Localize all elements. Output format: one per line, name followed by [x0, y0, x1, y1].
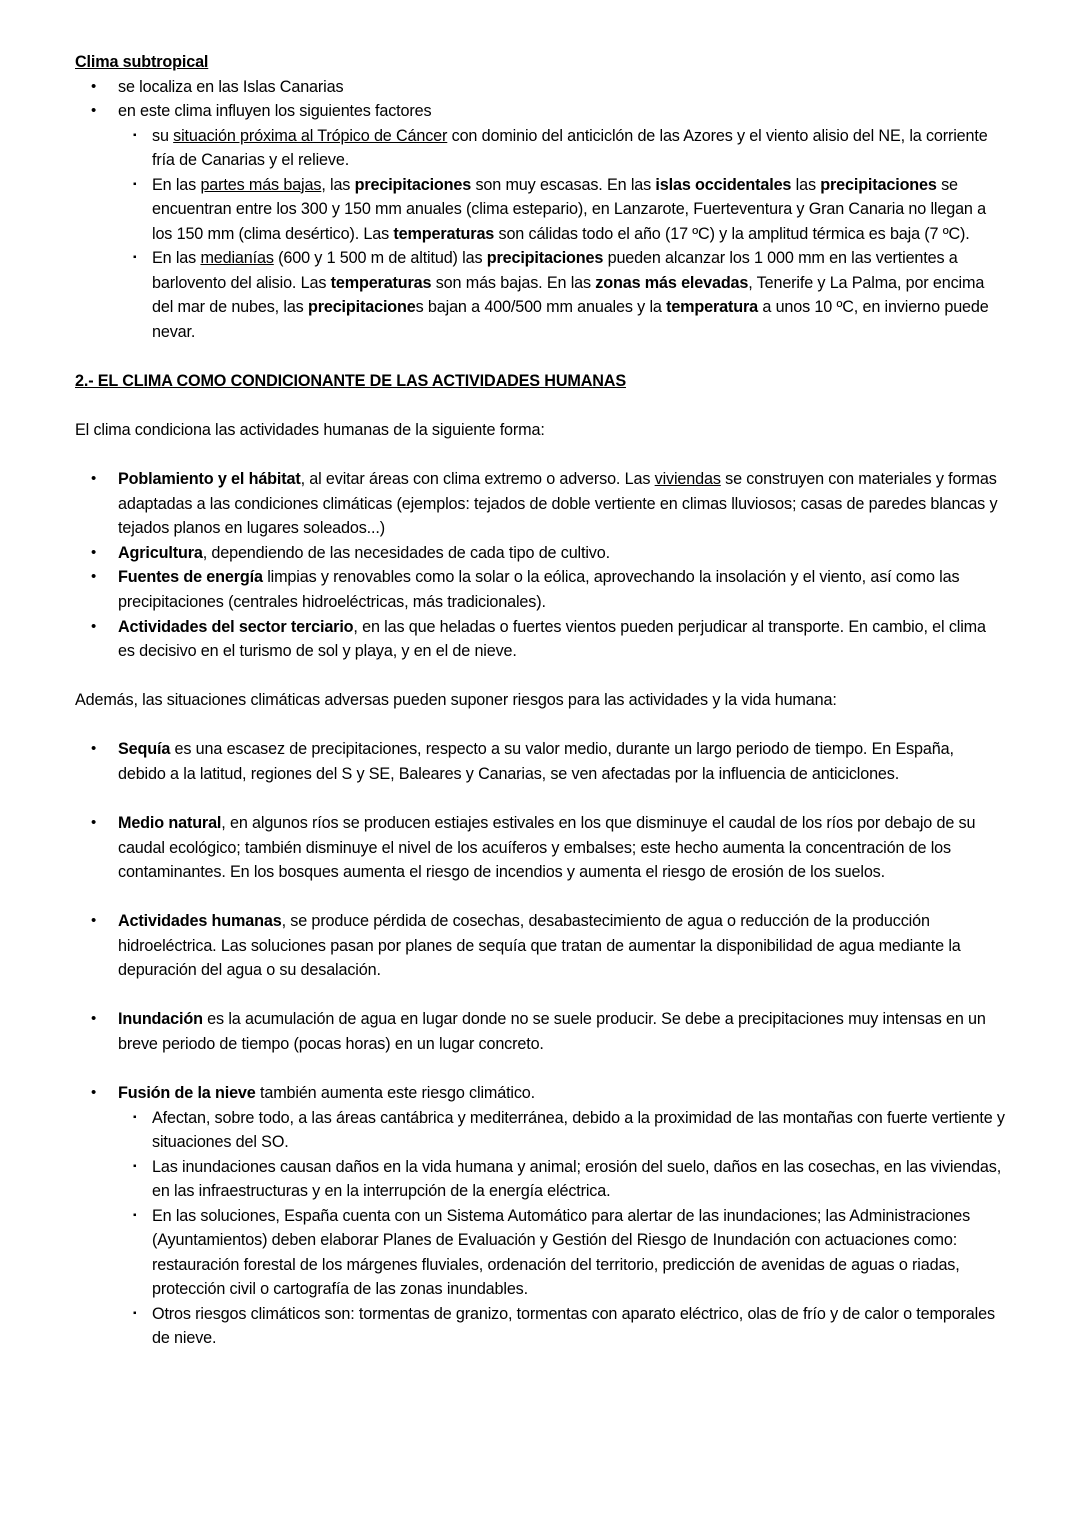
- bullet-square-icon: ▪: [133, 1160, 137, 1172]
- text-run: precipitaciones: [820, 175, 937, 194]
- text-run: Agricultura: [118, 543, 203, 562]
- text-run: medianías: [200, 249, 274, 268]
- list-item: [75, 615, 1005, 664]
- text-run: Las inundaciones causan daños en la vida humana y animal; erosión del suelo, daños en las cosechas, en las viviendas, en las infraestructuras y en la interrupción de la energía eléctrica.: [152, 1157, 1002, 1201]
- list-item: [75, 811, 1005, 885]
- text-run: Afectan, sobre todo, a las áreas cantábrica y mediterránea, debido a la proximidad de las montañas con fuerte vertiente y situaciones del SO.: [152, 1108, 1005, 1152]
- list-item: [75, 1302, 1005, 1351]
- list-item: [75, 173, 1005, 247]
- list-item-text: [118, 909, 1005, 983]
- text-run: , en las que heladas o fuertes vientos pueden perjudicar al transporte. En cambio, el clima es decisivo en el turismo de sol y playa, y en el de nieve.: [118, 617, 986, 661]
- text-run: Actividades humanas: [118, 912, 282, 931]
- bullet-square-icon: ▪: [133, 1307, 137, 1319]
- text-run: En las: [152, 249, 201, 268]
- list-item-text: [152, 1106, 1005, 1155]
- list-item-text: [118, 565, 1005, 614]
- bullet-dot-icon: •: [91, 912, 97, 930]
- bullet-dot-icon: •: [91, 102, 97, 120]
- bullet-list: [75, 467, 1005, 663]
- bullet-dot-icon: •: [91, 543, 97, 561]
- list-item-text: [118, 541, 610, 566]
- text-run: s bajan a 400/500 mm anuales y la: [415, 298, 667, 317]
- text-run: , al evitar áreas con clima extremo o adverso. Las: [300, 470, 655, 489]
- bullet-square-icon: ▪: [133, 252, 137, 264]
- bullet-dot-icon: •: [91, 568, 97, 586]
- document-content: [75, 50, 1005, 1351]
- list-item-text: [118, 811, 1005, 885]
- text-run: partes más bajas: [200, 175, 322, 194]
- list-item-text: [152, 124, 1005, 173]
- paragraph: [75, 418, 1005, 443]
- text-run: son más bajas. En las: [431, 273, 596, 292]
- bullet-dot-icon: •: [91, 77, 97, 95]
- bullet-square-icon: ▪: [133, 1209, 137, 1221]
- text-run: temperaturas: [393, 224, 495, 243]
- text-run: , dependiendo de las necesidades de cada tipo de cultivo.: [202, 543, 610, 562]
- paragraph: [75, 688, 1005, 713]
- list-item-text: [152, 1204, 1005, 1302]
- bullet-dot-icon: •: [91, 470, 97, 488]
- text-run: En las soluciones, España cuenta con un Sistema Automático para alertar de las inundaciones; las Administraciones (Ayuntamientos) deben elaborar Planes de Evaluación y Gestión del Riesgo de Inundación con actuaciones como: restauración forestal de los márgenes fluviales, ordenación del territorio, predicción de avenidas de aguas o riadas, protección civil o cartografía de las zonas inundables.: [152, 1206, 971, 1299]
- text-run: Medio natural: [118, 813, 222, 832]
- bullet-list: [75, 737, 1005, 1351]
- text-run: temperatura: [666, 298, 759, 317]
- text-run: Clima subtropical: [75, 53, 209, 71]
- list-item-text: [152, 246, 1005, 344]
- text-run: precipitaciones: [486, 249, 604, 268]
- text-run: Otros riesgos climáticos son: tormentas de granizo, tormentas con aparato eléctrico, olas de frío y de calor o temporales de nieve.: [152, 1304, 995, 1348]
- list-item: [75, 467, 1005, 541]
- text-run: (600 y 1 500 m de altitud) las: [273, 249, 487, 268]
- text-run: con dominio del anticiclón de las Azores y el viento alisio del NE, la corriente fría de Canarias y el relieve.: [152, 126, 988, 170]
- bullet-dot-icon: •: [91, 617, 97, 635]
- text-run: limpias y renovables como la solar o la eólica, aprovechando la insolación y el viento, así como las precipitaciones (centrales hidroeléctricas, más tradicionales).: [118, 568, 960, 612]
- text-run: situación próxima al Trópico de Cáncer: [173, 126, 448, 145]
- list-item: [75, 99, 1005, 124]
- list-item-text: [118, 615, 1005, 664]
- text-run: Inundación: [118, 1010, 203, 1029]
- text-run: viviendas: [654, 470, 721, 489]
- bullet-list: [75, 75, 1005, 345]
- list-item: [75, 246, 1005, 344]
- list-item: [75, 565, 1005, 614]
- text-run: son muy escasas. En las: [471, 175, 656, 194]
- list-item-text: [118, 99, 431, 124]
- list-item-text: [118, 467, 1005, 541]
- text-run: se localiza en las Islas Canarias: [118, 77, 344, 96]
- text-run: precipitacione: [307, 298, 416, 317]
- bullet-square-icon: ▪: [133, 129, 137, 141]
- text-run: zonas más elevadas: [595, 273, 749, 292]
- text-run: Poblamiento y el hábitat: [118, 470, 301, 489]
- text-run: Además, las situaciones climáticas adversas pueden suponer riesgos para las actividades y la vida humana:: [75, 691, 837, 710]
- list-item: [75, 737, 1005, 786]
- list-item: [75, 1155, 1005, 1204]
- text-run: Fusión de la nieve: [118, 1083, 256, 1102]
- text-run: a unos 10 ºC, en invierno puede nevar.: [152, 298, 989, 342]
- list-item: [75, 541, 1005, 566]
- text-run: , las: [321, 175, 355, 194]
- text-run: En las: [152, 175, 201, 194]
- bullet-dot-icon: •: [91, 1010, 97, 1028]
- list-item: [75, 909, 1005, 983]
- bullet-dot-icon: •: [91, 813, 97, 831]
- text-run: Actividades del sector terciario: [118, 617, 354, 636]
- text-run: temperaturas: [330, 273, 432, 292]
- list-item: [75, 1081, 1005, 1106]
- section-heading: [75, 369, 1005, 394]
- list-item-text: [152, 1155, 1005, 1204]
- text-run: en este clima influyen los siguientes factores: [118, 102, 432, 121]
- text-run: es una escasez de precipitaciones, respecto a su valor medio, durante un largo periodo de tiempo. En España, debido a la latitud, regiones del S y SE, Baleares y Canarias, se ven afectadas por la influencia de anticiclones.: [118, 740, 954, 783]
- text-run: también aumenta este riesgo climático.: [255, 1083, 536, 1102]
- text-run: , Tenerife y La Palma, por encima del mar de nubes, las: [152, 273, 985, 317]
- list-item: [75, 75, 1005, 100]
- list-item: [75, 124, 1005, 173]
- text-run: El clima condiciona las actividades humanas de la siguiente forma:: [75, 421, 545, 440]
- bullet-square-icon: ▪: [133, 1111, 137, 1123]
- list-item-text: [152, 173, 1005, 247]
- bullet-dot-icon: •: [91, 740, 97, 758]
- text-run: es la acumulación de agua en lugar donde no se suele producir. Se debe a precipitaciones muy intensas en un breve periodo de tiempo (pocas horas) en un lugar concreto.: [118, 1010, 986, 1053]
- list-item-text: [118, 1007, 1005, 1056]
- text-run: islas occidentales: [655, 175, 792, 194]
- text-run: las: [791, 175, 821, 194]
- list-item-text: [118, 75, 343, 100]
- text-run: su: [152, 126, 174, 145]
- bullet-dot-icon: •: [91, 1083, 97, 1101]
- text-run: Fuentes de energía: [118, 568, 263, 587]
- text-run: pueden alcanzar los 1 000 mm en las vertientes a barlovento del alisio. Las: [152, 249, 958, 292]
- bullet-square-icon: ▪: [133, 178, 137, 190]
- text-run: se construyen con materiales y formas adaptadas a las condiciones climáticas (ejemplos: tejados de doble vertiente en climas lluviosos; casas de paredes blancas y tejados planos en lugares soleados...): [118, 470, 998, 538]
- document-title: [75, 50, 1005, 75]
- text-run: son cálidas todo el año (17 ºC) y la amplitud térmica es baja (7 ºC).: [494, 224, 970, 243]
- text-run: 2.- EL CLIMA COMO CONDICIONANTE DE LAS ACTIVIDADES HUMANAS: [75, 372, 626, 391]
- list-item-text: [118, 737, 1005, 786]
- list-item: [75, 1204, 1005, 1302]
- text-run: se encuentran entre los 300 y 150 mm anuales (clima estepario), en Lanzarote, Fuerteventura y Gran Canaria no llegan a los 150 mm (clima desértico). Las: [152, 175, 986, 243]
- list-item-text: [152, 1302, 1005, 1351]
- list-item-text: [118, 1081, 535, 1106]
- text-run: Sequía: [118, 740, 171, 759]
- text-run: , en algunos ríos se producen estiajes estivales en los que disminuye el caudal de los ríos por debajo de su caudal ecológico; también disminuye el nivel de los acuíferos y embalses; este hecho aumenta la concentración de los contaminantes. En los bosques aumenta el riesgo de incendios y aumenta el riesgo de erosión de los suelos.: [118, 813, 976, 882]
- text-run: , se produce pérdida de cosechas, desabastecimiento de agua o reducción de la producción hidroeléctrica. Las soluciones pasan por planes de sequía que tratan de aumentar la disponibilidad de agua mediante la depuración del agua o su desalación.: [118, 912, 961, 980]
- list-item: [75, 1007, 1005, 1056]
- text-run: precipitaciones: [354, 175, 472, 194]
- list-item: [75, 1106, 1005, 1155]
